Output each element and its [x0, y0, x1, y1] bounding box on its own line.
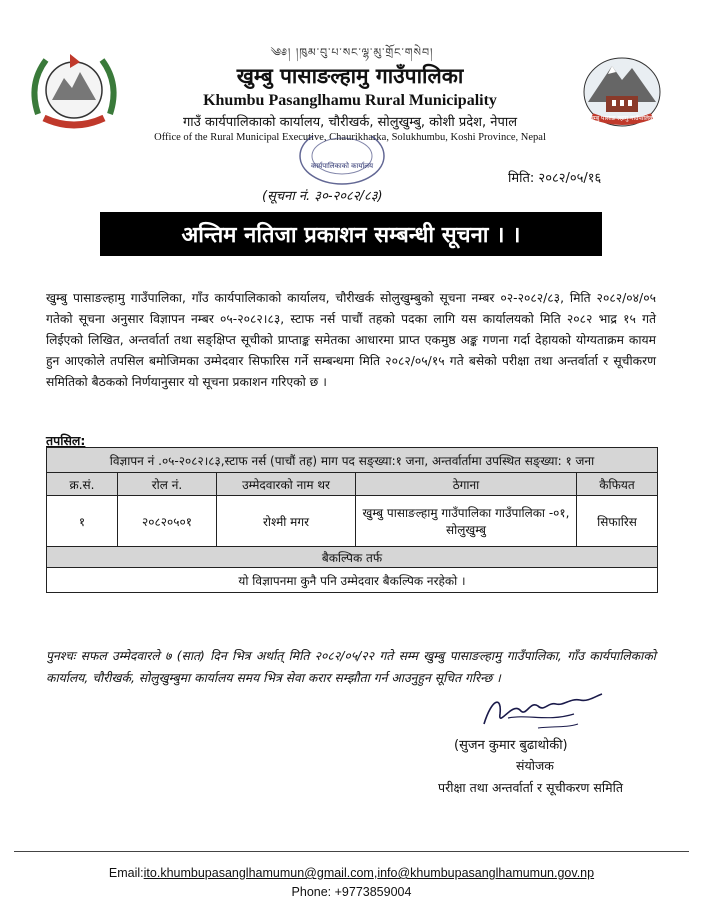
signer-name: (सुजन कुमार बुढाथोकी)	[454, 738, 568, 753]
notice-date: मिति: २०८२/०५/१६	[508, 171, 602, 186]
email-link-secondary[interactable]: info@khumbupasanglhamumun.gov.np	[377, 866, 595, 880]
office-address-english: Office of the Rural Municipal Executive, Chaurikharka, Solukhumbu, Koshi Province, Nepal	[154, 132, 546, 143]
nepal-emblem-icon	[24, 44, 124, 134]
header-roll: रोल नं.	[118, 473, 217, 496]
advertisement-info-row	[47, 448, 658, 473]
municipality-name-english: Khumbu Pasanglhamu Rural Municipality	[203, 92, 497, 109]
cell-candidate-name: रोश्मी मगर	[217, 496, 356, 547]
email-link-primary[interactable]: ito.khumbupasanglhamumun@gmail.com	[143, 866, 374, 880]
footer-email-line	[0, 866, 703, 880]
postscript-note: पुनश्चः सफल उम्मेदवारले ७ (सात) दिन भित्र अर्थात् मिति २०८२/०५/२२ गते सम्म खुम्बु पासाङल्हामु गाउँपालिका, गाँउ कार्यपालिकाको कार्यालय, चौरीखर्क, सोलुखुम्बुमा कार्यालय समय भित्र सेवा करार सम्झौता गर्न आउनुहुन सूचित गरिन्छ ।	[46, 649, 656, 685]
header-serial: क्र.सं.	[47, 473, 118, 496]
footer-divider	[14, 851, 689, 852]
details-label: तपसिल:	[46, 433, 86, 448]
notice-title-banner	[100, 212, 602, 256]
alternate-header-row	[47, 547, 658, 568]
committee-name: परीक्षा तथा अन्तर्वार्ता र सूचीकरण समिति	[438, 780, 623, 795]
signer-role: संयोजक	[516, 758, 554, 773]
email-separator: ,	[373, 866, 378, 880]
tibetan-script-line: ༄༅། །ཁུམ་བུ་པ་སང་ལྷ་མུ་གྲོང་གསེབ།	[270, 46, 434, 59]
table-header-row	[47, 473, 658, 496]
municipality-logo-icon	[582, 54, 662, 136]
notice-title: अन्तिम नतिजा प्रकाशन सम्बन्धी सूचना । ।	[181, 223, 521, 248]
notice-reference-number: (सूचना नं. ३०-२०८२/८३)	[262, 189, 383, 204]
advertisement-info: विज्ञापन नं .०५-२०८२।८३,स्टाफ नर्स (पाचौं तह) माग पद सङ्ख्या:१ जना, अन्तर्वार्तामा उपस्थित सङ्ख्या: १ जना	[47, 448, 658, 473]
table-row	[47, 496, 658, 547]
logo-caption: खुम्बु पासाङ ल्हामु गाउँपालिका	[588, 115, 656, 122]
result-table	[46, 447, 658, 593]
email-label: Email:	[108, 866, 144, 880]
cell-address: खुम्बु पासाङल्हामु गाउँपालिका गाउँपालिका -०१, सोलुखुम्बु	[356, 496, 577, 547]
footer-phone: Phone: +9773859004	[291, 885, 412, 899]
office-seal-stamp	[296, 136, 388, 188]
office-address-nepali: गाउँ कार्यपालिकाको कार्यालय, चौरीखर्क, सोलुखुम्बु, कोशी प्रदेश, नेपाल	[182, 115, 518, 130]
header-address: ठेगाना	[356, 473, 577, 496]
handwritten-signature	[478, 688, 608, 734]
seal-text: कार्यपालिकाको कार्यालय	[310, 162, 374, 170]
alternate-none-text: यो विज्ञापनमा कुनै पनि उम्मेदवार बैकल्पिक नरहेको ।	[47, 568, 658, 593]
header-candidate-name: उम्मेदवारको नाम थर	[217, 473, 356, 496]
alternate-label: बैकल्पिक तर्फ	[47, 547, 658, 568]
alternate-none-row	[47, 568, 658, 593]
municipality-name-nepali: खुम्बु पासाङल्हामु गाउँपालिका	[236, 64, 464, 88]
notice-body: खुम्बु पासाङल्हामु गाउँपालिका, गाँउ कार्यपालिकाको कार्यालय, चौरीखर्क सोलुखुम्बुको सूचना नम्बर ०२-२०८२/८३, मिति २०८२/०४/०५ गतेको सूचना अनुसार विज्ञापन नम्बर ०५-२०८२।८३, स्टाफ नर्स पाचौं तहको पदका लागि यस कार्यालयको मिति २०८२ भाद्र १५ गते लिईएको लिखित, अन्तर्वार्ता तथा सङ्क्षिप्त सूचीको प्राप्ताङ्क समेतका आधारमा प्राप्त एकमुष्ठ अङ्क गणना गर्दा देहायको योग्यताक्रम कायम हुन आएकोले तपसिल बमोजिमका उम्मेदवार सिफारिस गर्ने सम्बन्धमा मिति २०८२/०५/१५ गते बसेको परीक्षा तथा अन्तर्वार्ता र सूचीकरण समितिको बैठकको निर्णयानुसार यो सूचना प्रकाशन गरिएको छ ।	[46, 291, 656, 389]
cell-roll: २०८२०५०१	[118, 496, 217, 547]
cell-remark: सिफारिस	[577, 496, 658, 547]
cell-serial: १	[47, 496, 118, 547]
header-remark: कैफियत	[577, 473, 658, 496]
